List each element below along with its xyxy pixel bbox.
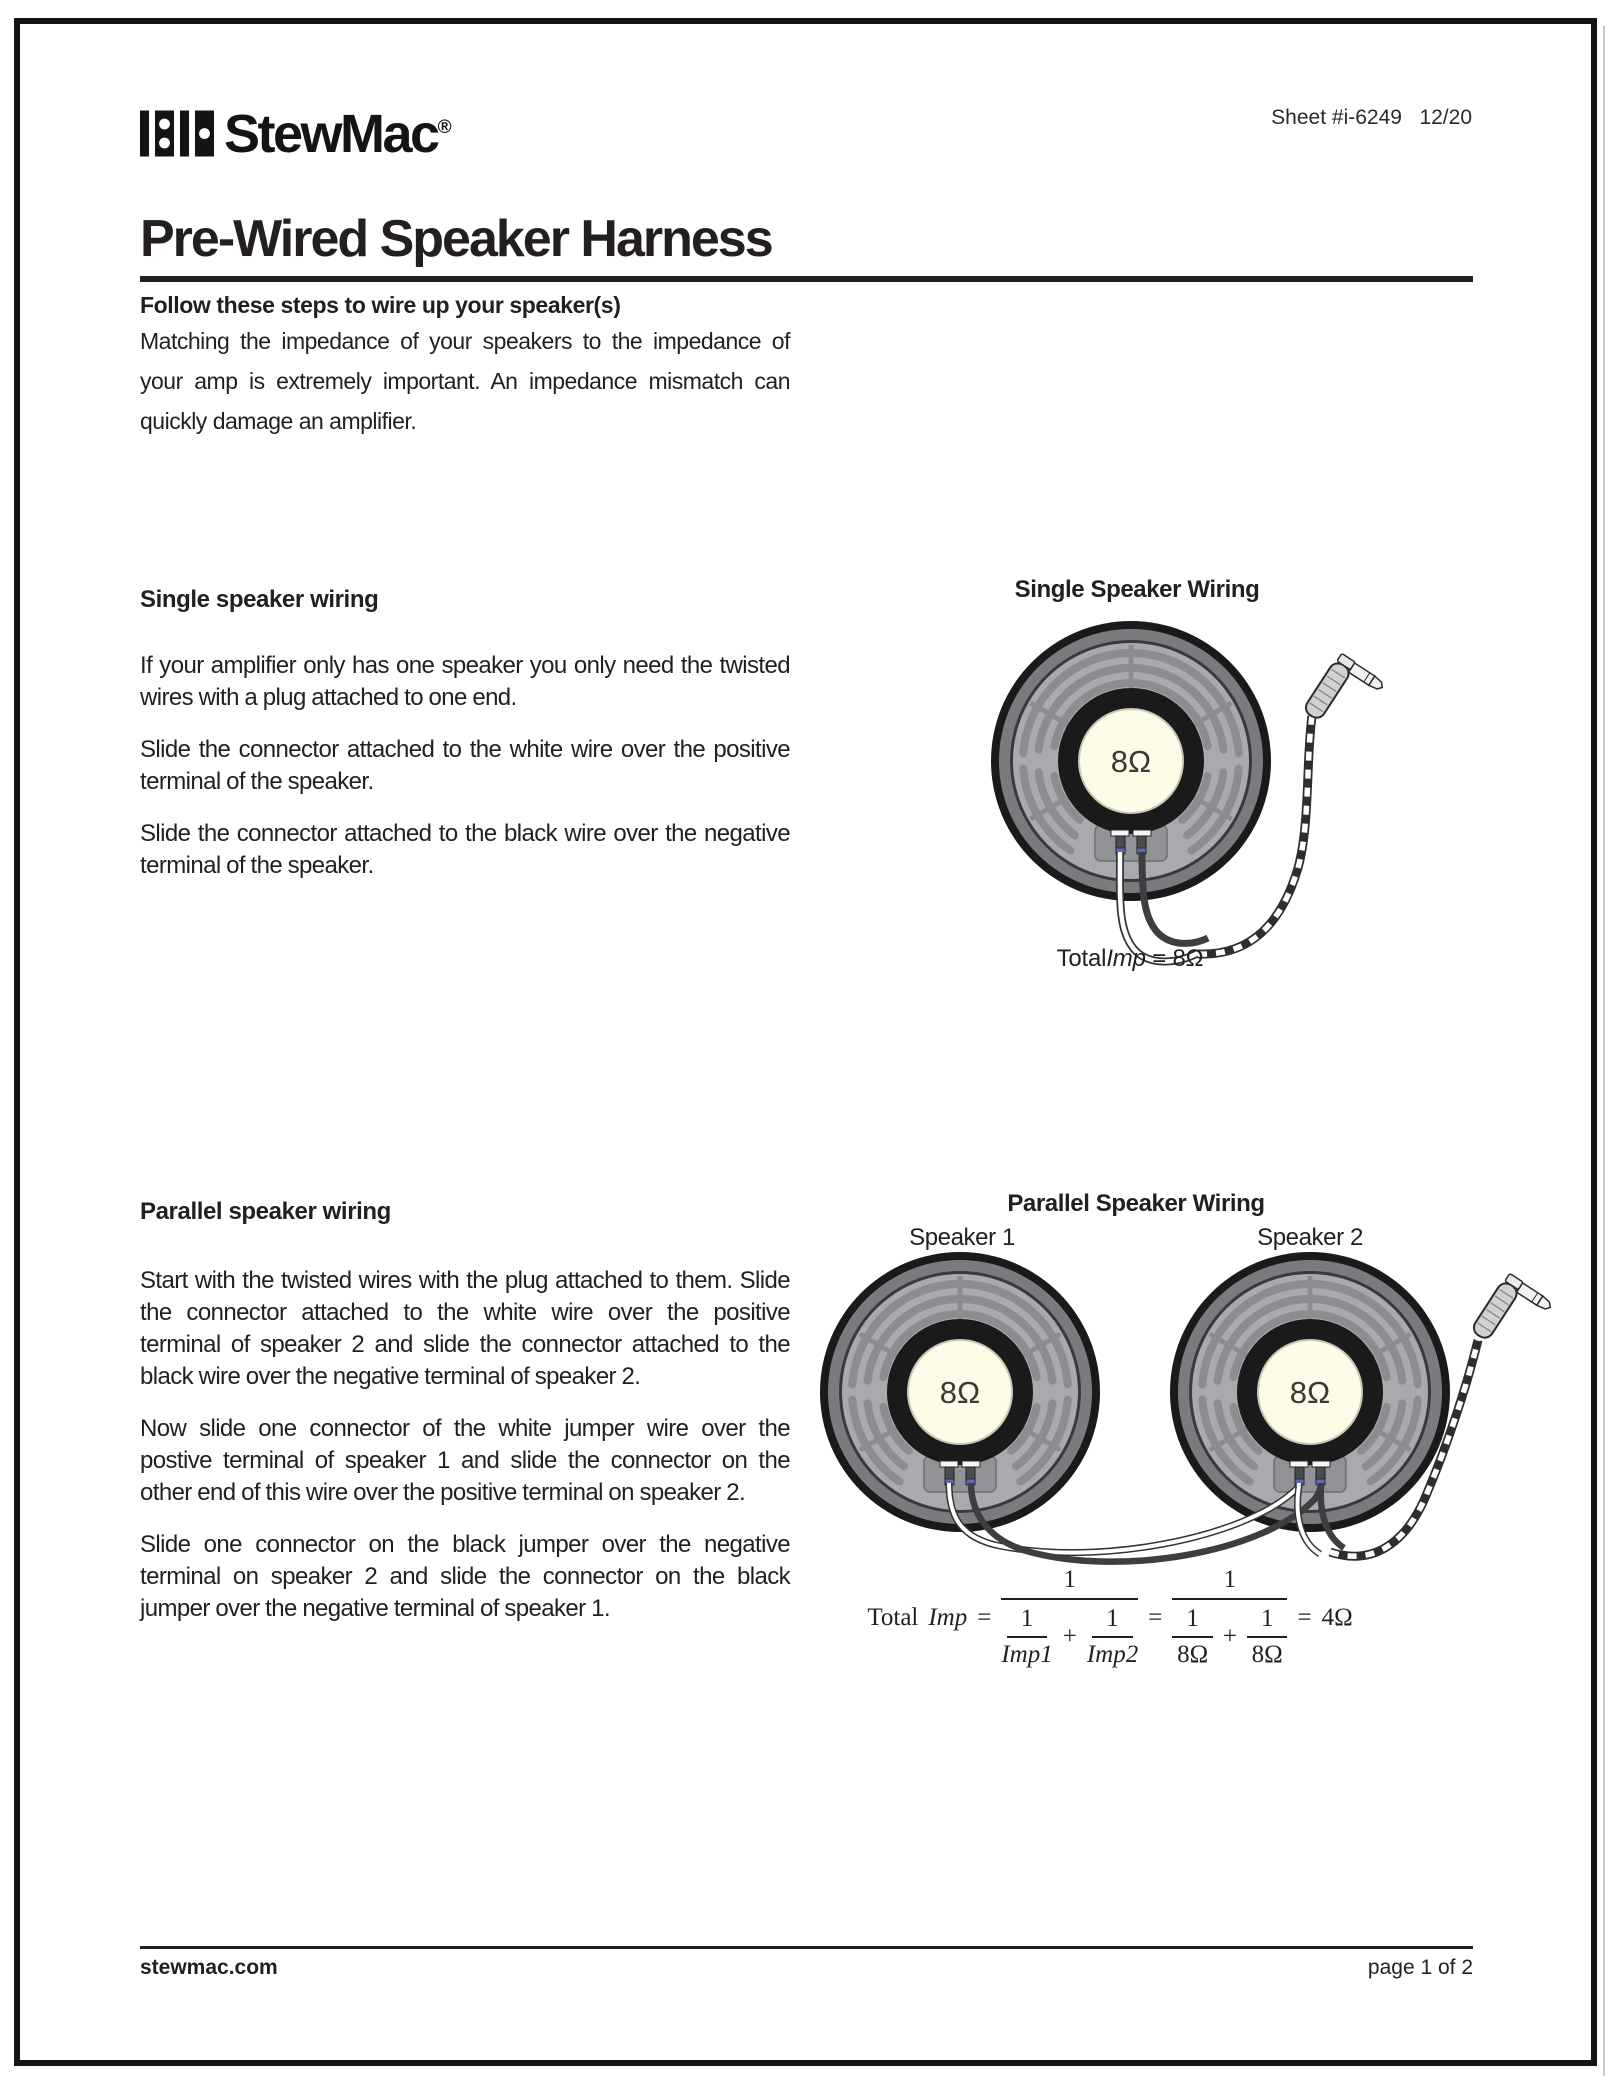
formula-total: Total xyxy=(867,1603,919,1631)
page-title: Pre-Wired Speaker Harness xyxy=(140,210,772,268)
fraction-numerator: 1 xyxy=(1223,1566,1237,1593)
subfraction-den: 8Ω xyxy=(1177,1641,1209,1668)
subfraction-den: Imp1 xyxy=(1001,1641,1053,1668)
parallel-section-heading: Parallel speaker wiring xyxy=(140,1198,391,1225)
formula-imp: Imp xyxy=(928,1603,968,1631)
subfraction-num: 1 xyxy=(1007,1605,1048,1638)
parallel-paragraph-1: Start with the twisted wires with the plug attached to them. Slide the connector attached to the white wire over the positive terminal of speaker 2 and slide the connector attached to the black wire over the negative terminal of speaker 2. xyxy=(140,1267,790,1390)
formula-fraction-ohms xyxy=(1172,1566,1287,1669)
speaker1-impedance: 8Ω xyxy=(939,1375,981,1410)
stewmac-logo xyxy=(140,104,450,164)
subfraction-ohm1 xyxy=(1172,1605,1213,1669)
parallel-speaker-diagram xyxy=(820,1248,1580,1582)
single-speaker-impedance: 8Ω xyxy=(1110,744,1152,779)
single-diagram-title: Single Speaker Wiring xyxy=(1014,576,1260,603)
single-section-heading: Single speaker wiring xyxy=(140,586,379,613)
footer-page-number: page 1 of 2 xyxy=(1367,1956,1473,1979)
subfraction-imp1 xyxy=(1001,1605,1052,1669)
speaker2-label: Speaker 2 xyxy=(1257,1224,1363,1251)
brand-name: StewMac® xyxy=(224,104,450,164)
parallel-diagram-title: Parallel Speaker Wiring xyxy=(1007,1190,1265,1217)
formula-equals-1: = xyxy=(977,1603,992,1631)
single-paragraph-2: Slide the connector attached to the white wire over the positive terminal of the speaker. xyxy=(140,736,790,795)
stewmac-logo-icon xyxy=(140,110,216,157)
parallel-impedance-formula xyxy=(867,1566,1353,1669)
formula-plus-1: + xyxy=(1062,1623,1077,1650)
parallel-paragraph-3: Slide one connector on the black jumper over the negative terminal on speaker 2 and slide the connector on the black jumper over the negative terminal of speaker 1. xyxy=(140,1531,790,1622)
intro-paragraph: Matching the impedance of your speakers to the impedance of your amp is extremely important. An impedance mismatch can quickly damage an amplifier. xyxy=(140,328,790,434)
quarter-inch-plug-icon xyxy=(1471,1272,1554,1360)
caption-total: Total xyxy=(1056,945,1107,972)
single-speaker-diagram xyxy=(960,600,1420,1000)
page-edge-shadow xyxy=(1603,26,1605,2076)
speaker2-plus-label: + xyxy=(1294,1448,1304,1464)
subfraction-num: 1 xyxy=(1247,1605,1288,1638)
footer-site: stewmac.com xyxy=(140,1956,278,1979)
subfraction-den: Imp2 xyxy=(1086,1641,1139,1668)
plus-terminal-label: + xyxy=(1115,817,1125,833)
footer-rule xyxy=(140,1946,1473,1949)
sheet-number: Sheet #i-6249 12/20 xyxy=(1271,106,1472,129)
intro-lead: Follow these steps to wire up your speaker(s) xyxy=(140,292,621,318)
subfraction-imp2 xyxy=(1087,1605,1138,1669)
formula-plus-2: + xyxy=(1222,1623,1237,1650)
minus-terminal-label: – xyxy=(1138,817,1146,833)
registered-mark: ® xyxy=(437,117,450,138)
parallel-section xyxy=(140,1198,790,1645)
speaker2-minus-label: – xyxy=(1317,1448,1325,1464)
speaker2-impedance: 8Ω xyxy=(1289,1375,1331,1410)
formula-fraction-imps xyxy=(1001,1566,1138,1669)
formula-result: 4Ω xyxy=(1321,1603,1353,1631)
parallel-paragraph-2: Now slide one connector of the white jumper wire over the postive terminal of speaker 1 and slide the connector on the other end of this wire over the positive terminal on speaker 2. xyxy=(140,1415,790,1506)
subfraction-den: 8Ω xyxy=(1251,1641,1283,1668)
fraction-numerator: 1 xyxy=(1063,1566,1077,1593)
caption-imp: Imp xyxy=(1106,945,1146,972)
caption-value: = 8Ω xyxy=(1152,945,1204,972)
single-section xyxy=(140,586,790,902)
speaker1-label: Speaker 1 xyxy=(909,1224,1015,1251)
single-paragraph-3: Slide the connector attached to the black wire over the negative terminal of the speaker. xyxy=(140,820,790,879)
subfraction-ohm2 xyxy=(1247,1605,1288,1669)
formula-equals-3: = xyxy=(1297,1603,1312,1631)
formula-equals-2: = xyxy=(1148,1603,1163,1631)
single-diagram-caption xyxy=(985,945,1275,973)
subfraction-num: 1 xyxy=(1172,1605,1213,1638)
title-rule xyxy=(140,276,1473,282)
single-paragraph-1: If your amplifier only has one speaker you only need the twisted wires with a plug attached to one end. xyxy=(140,652,790,711)
speaker1-minus-label: – xyxy=(967,1448,975,1464)
speaker1-plus-label: + xyxy=(944,1448,954,1464)
subfraction-num: 1 xyxy=(1092,1605,1133,1638)
